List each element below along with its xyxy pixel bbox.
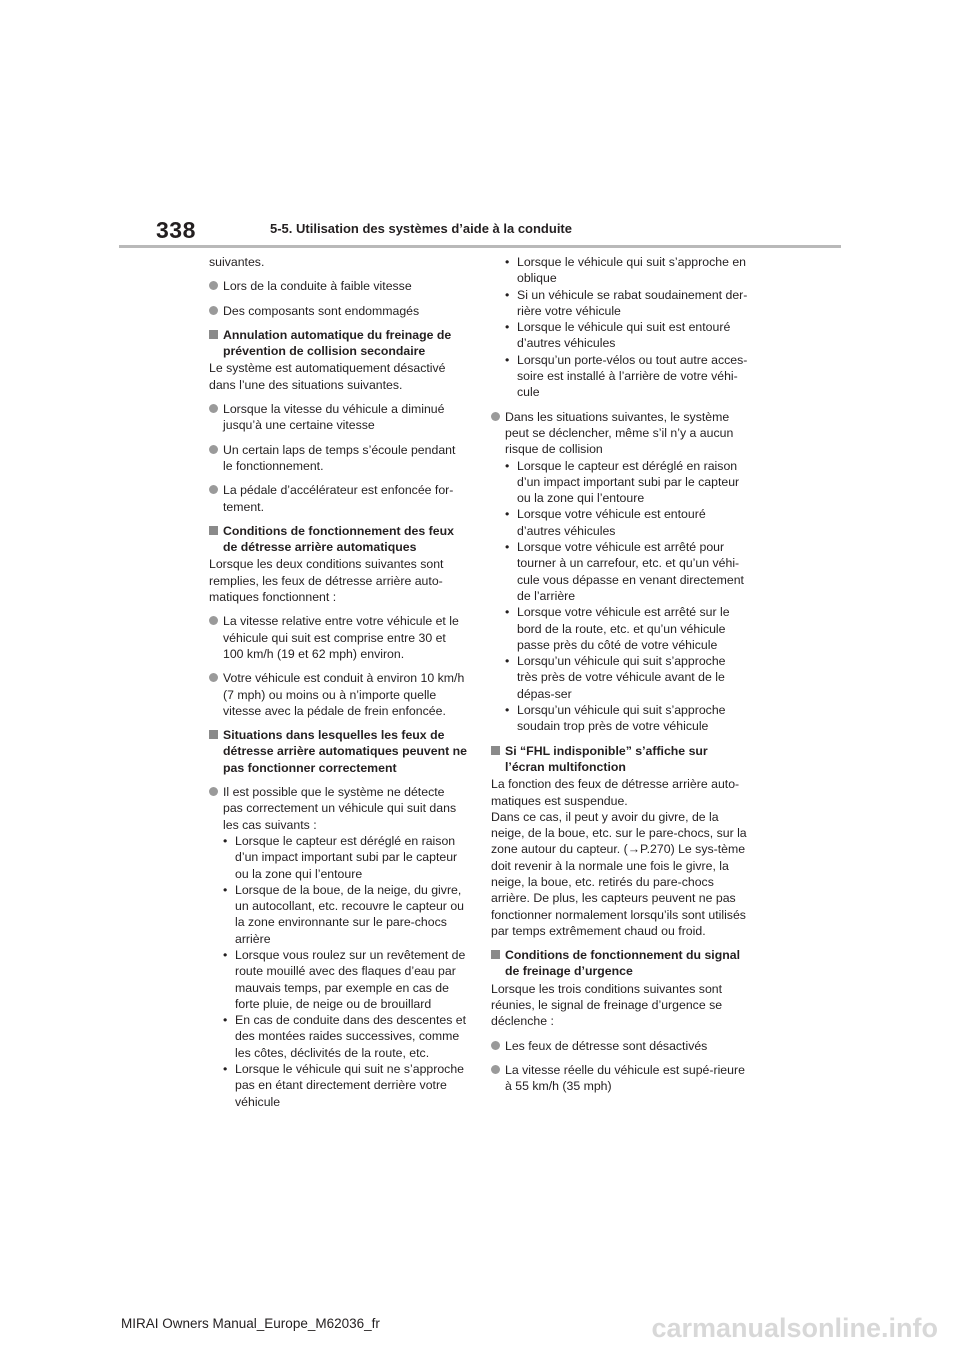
section-title: 5-5. Utilisation des systèmes d’aide à la conduite [270,221,572,236]
page-number: 338 [156,217,196,243]
section-heading: Conditions de fonctionnement du signal de freinage d’urgence [491,947,749,980]
sub-list-item: • Lorsqu’un véhicule qui suit s’approche soudain trop près de votre véhicule [505,703,726,734]
section-heading: Situations dans lesquelles les feux de détresse arrière automatiques peuvent ne pas fonctionner correctement [209,727,467,776]
list-item: Il est possible que le système ne détecte pas correctement un véhicule qui suit dans les cas suivants : • Lorsque le capteur est déréglé en raison d’un impact important subi par le capteur ou la zone qui l’entoure • Lorsque de la boue, de la neige, du givre, un autocollant, etc. recouvre le capteur ou la zone environnante sur le pare-chocs arrière • Lorsque vous roulez sur un revêtement de route mouillé avec des flaques d’eau par mauvais temps, par exemple en cas de forte pluie, de neige ou de brouillard • En cas de conduite dans des descentes et des montées raides successives, comme les côtes, déclivités de la route, etc. • Lorsque le véhicule qui suit ne s’approche pas en étant directement derrière votre véhicule [209,784,467,1110]
bullet-dot-icon [209,485,218,494]
sub-list-item: • Lorsque de la boue, de la neige, du givre, un autocollant, etc. recouvre le capteur ou la zone environnante sur le pare-chocs arrière [223,882,464,946]
heading-square-icon [209,330,218,339]
bullet-dot-icon [209,673,218,682]
list-item: Les feux de détresse sont désactivés [491,1038,749,1054]
list-item: Votre véhicule est conduit à environ 10 km/h (7 mph) ou moins ou à n’importe quelle vitesse avec la pédale de frein enfoncée. [209,670,467,719]
list-item: La vitesse relative entre votre véhicule et le véhicule qui suit est comprise entre 30 et 100 km/h (19 et 62 mph) environ. [209,613,467,662]
bullet-dot-icon [209,445,218,454]
list-item: La vitesse réelle du véhicule est supé-rieure à 55 km/h (35 mph) [491,1062,749,1095]
section-heading: Conditions de fonctionnement des feux de détresse arrière automatiques [209,523,467,556]
left-column [209,254,467,1110]
bullet-dot-icon [209,306,218,315]
sub-list-item: • Lorsque le véhicule qui suit est entouré d’autres véhicules [505,320,731,351]
list-item: Des composants sont endommagés [209,303,467,319]
sub-list-item: • Si un véhicule se rabat soudainement der-rière votre véhicule [505,287,748,318]
intro-text: suivantes. [209,255,265,269]
list-item: Lors de la conduite à faible vitesse [209,278,467,294]
section-heading: Si “FHL indisponible” s’affiche sur l’écran multifonction [491,743,749,776]
heading-square-icon [209,526,218,535]
sub-list-item: • Lorsque le capteur est déréglé en raison d’un impact important subi par le capteur ou la zone qui l’entoure [505,458,740,506]
paragraph: Lorsque les trois conditions suivantes sont réunies, le signal de freinage d’urgence se déclenche : [491,981,723,1029]
sub-list-item: • Lorsque votre véhicule est entouré d’autres véhicules [505,507,706,538]
sub-list-item: • Lorsqu’un porte-vélos ou tout autre acces-soire est installé à l’arrière de votre véhi-cule [505,352,748,400]
list-item: Lorsque la vitesse du véhicule a diminué jusqu’à une certaine vitesse [209,401,467,434]
paragraph: Le système est automatiquement désactivé dans l’une des situations suivantes. [209,361,446,392]
sub-list-item: • Lorsque votre véhicule est arrêté sur le bord de la route, etc. et qu’un véhicule passe près du côté de votre véhicule [505,605,730,652]
paragraph: Lorsque les deux conditions suivantes sont remplies, les feux de détresse arrière auto-matiques fonctionnent : [209,557,444,605]
sub-list-item: • Lorsque votre véhicule est arrêté pour tourner à un carrefour, etc. et qu’un véhi-cule vous dépasse en venant directement de l’arrière [505,540,744,603]
list-item: Dans les situations suivantes, le système peut se déclencher, même s’il n’y a aucun risque de collision • Lorsque le capteur est déréglé en raison d’un impact important subi par le capteur ou la zone qui l’entoure • Lorsque votre véhicule est entouré d’autres véhicules • Lorsque votre véhicule est arrêté pour tourner à un carrefour, etc. et qu’un véhi-cule vous dépasse en venant directement de l’arrière • Lorsque votre véhicule est arrêté sur le bord de la route, etc. et qu’un véhicule passe près du côté de votre véhicule • Lorsqu’un véhicule qui suit s’approche très près de votre véhicule avant de le dépas-ser • Lorsqu’un véhicule qui suit s’approche soudain trop près de votre véhicule [491,409,749,735]
paragraph: Dans ce cas, il peut y avoir du givre, de la neige, de la boue, etc. sur le pare-chocs, sur la zone autour du capteur. (→P.270) Le sys-tème doit revenir à la normale une fois le givre, la neige, la boue, etc. retirés du pare-chocs arrière. De plus, les capteurs peuvent ne pas fonctionner normalement lorsqu’ils sont utilisés par temps extrêmement chaud ou froid. [491,809,747,938]
bullet-dot-icon [209,616,218,625]
sub-list-item: • Lorsque vous roulez sur un revêtement de route mouillé avec des flaques d’eau par mauvais temps, par exemple en cas de forte pluie, de neige ou de brouillard [223,947,466,1011]
right-column [491,254,749,1103]
sub-list-item: • Lorsqu’un véhicule qui suit s’approche très près de votre véhicule avant de le dépas-ser [505,654,726,701]
list-item: Un certain laps de temps s’écoule pendant le fonctionnement. [209,442,467,475]
paragraph: La fonction des feux de détresse arrière auto-matiques est suspendue. [491,777,740,808]
sub-list-item: • En cas de conduite dans des descentes et des montées raides successives, comme les côtes, déclivités de la route, etc. [223,1013,467,1060]
sub-list-item: • Lorsque le capteur est déréglé en raison d’un impact important subi par le capteur ou la zone qui l’entoure [223,833,458,881]
heading-square-icon [209,730,218,739]
list-item: La pédale d’accélérateur est enfoncée for-tement. [209,482,467,515]
list-item-continuation [491,254,749,401]
bullet-dot-icon [491,1065,500,1074]
section-heading: Annulation automatique du freinage de prévention de collision secondaire [209,327,467,360]
header-divider [119,245,841,248]
bullet-dot-icon [491,1041,500,1050]
heading-square-icon [491,746,500,755]
watermark: carmanualsonline.info [651,1313,938,1343]
sub-list-item: • Lorsque le véhicule qui suit ne s’approche pas en étant directement derrière votre véhicule [223,1062,465,1109]
bullet-dot-icon [491,412,500,421]
bullet-dot-icon [209,787,218,796]
bullet-dot-icon [209,281,218,290]
bullet-dot-icon [209,404,218,413]
manual-footer: MIRAI Owners Manual_Europe_M62036_fr [121,1316,380,1331]
heading-square-icon [491,950,500,959]
sub-list-item: • Lorsque le véhicule qui suit s’approche en oblique [505,255,747,286]
